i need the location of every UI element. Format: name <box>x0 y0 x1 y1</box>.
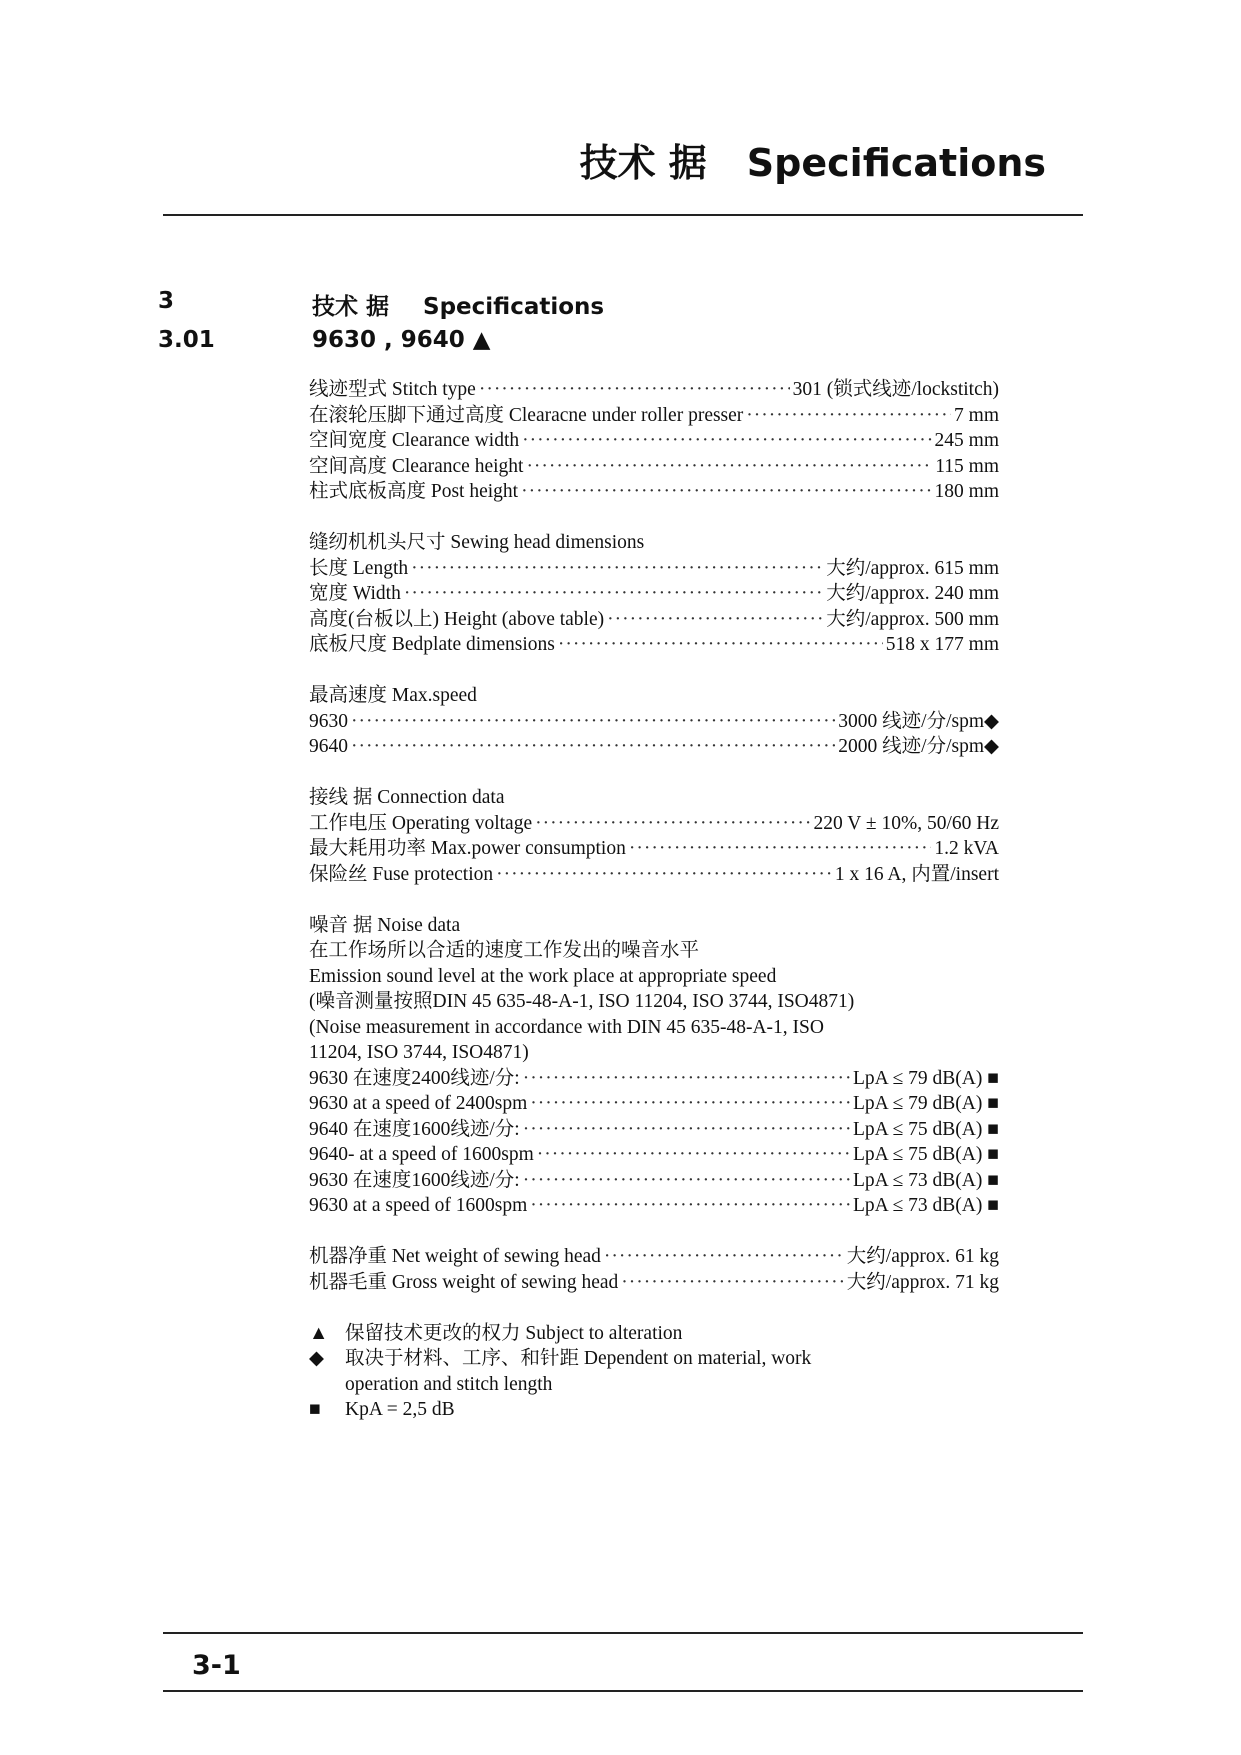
spec-value: 180 mm <box>934 481 999 502</box>
spec-label: 空间宽度 Clearance width <box>309 430 520 451</box>
section-title <box>312 288 604 321</box>
square-icon: ■ <box>309 1399 321 1420</box>
group-heading: 缝纫机机头尺寸 Sewing head dimensions <box>309 532 645 553</box>
max-speed-group <box>309 683 999 760</box>
spec-row <box>309 734 999 760</box>
diamond-icon: ◆ <box>309 1348 324 1369</box>
clearance-group <box>309 377 999 505</box>
spec-label: 底板尺度 Bedplate dimensions <box>309 634 555 655</box>
spec-row <box>309 1091 999 1117</box>
group-heading: 接线 据 Connection data <box>309 787 505 808</box>
spec-label: 9630 在速度1600线迹/分: <box>309 1169 520 1191</box>
leader-dots <box>523 1168 850 1194</box>
spec-label: 空间高度 Clearance height <box>309 455 524 477</box>
spec-label: 最大耗用功率 Max.power consumption <box>309 838 626 859</box>
head-dimensions-group <box>309 530 999 658</box>
header-title-zh: 技术 据 <box>579 141 707 185</box>
spec-row <box>309 556 999 582</box>
spec-label: 9630 at a speed of 1600spm <box>309 1195 528 1216</box>
spec-value: 大约/approx. 71 kg <box>846 1271 999 1293</box>
spec-label: 9640 <box>309 736 348 757</box>
spec-row <box>309 862 999 888</box>
leader-dots <box>621 1270 844 1296</box>
spec-value: 2000 线迹/分/spm◆ <box>838 736 999 757</box>
spec-value: 245 mm <box>934 430 999 451</box>
spec-label: 9630 在速度2400线迹/分: <box>309 1067 520 1089</box>
spec-row <box>309 709 999 735</box>
spec-row <box>309 1142 999 1168</box>
leader-dots <box>411 556 823 582</box>
spec-value: 518 x 177 mm <box>885 634 999 655</box>
spec-row <box>309 403 999 429</box>
leader-dots <box>523 1066 850 1092</box>
leader-dots <box>351 709 835 735</box>
spec-row <box>309 1244 999 1270</box>
leader-dots <box>521 479 931 505</box>
spec-value: LpA ≤ 79 dB(A) ■ <box>853 1093 999 1114</box>
noise-text-line: Emission sound level at the work place at appropriate speed <box>309 965 777 987</box>
leader-dots <box>479 377 790 403</box>
leader-dots <box>604 1244 844 1270</box>
spacer <box>309 505 999 531</box>
section-title-en: Specifications <box>423 294 605 320</box>
footer-rule-top <box>163 1632 1083 1634</box>
spec-row <box>309 1193 999 1219</box>
noise-text-line: 在工作场所以合适的速度工作发出的噪音水平 <box>309 940 700 961</box>
connection-group <box>309 785 999 887</box>
note-continuation: operation and stitch length <box>345 1373 553 1395</box>
spec-value: LpA ≤ 75 dB(A) ■ <box>853 1118 999 1140</box>
leader-dots <box>523 1117 850 1143</box>
notes <box>309 1321 999 1423</box>
spec-value: LpA ≤ 73 dB(A) ■ <box>853 1169 999 1191</box>
page-header-title <box>580 132 1046 187</box>
subsection-number: 3.01 <box>158 327 215 353</box>
spec-label: 9640- at a speed of 1600spm <box>309 1144 534 1165</box>
leader-dots <box>530 1193 850 1219</box>
spec-value: LpA ≤ 79 dB(A) ■ <box>853 1067 999 1089</box>
spec-label: 9640 在速度1600线迹/分: <box>309 1118 520 1140</box>
note-item <box>309 1397 999 1423</box>
spec-row <box>309 1117 999 1143</box>
header-rule <box>163 214 1083 216</box>
spec-label: 高度(台板以上) Height (above table) <box>309 608 605 630</box>
note-item <box>309 1346 999 1372</box>
noise-text-line: (噪音测量按照DIN 45 635-48-A-1, ISO 11204, ISO 3744, ISO4871) <box>309 991 855 1012</box>
spec-value: 大约/approx. 615 mm <box>826 557 999 579</box>
spec-value: 大约/approx. 500 mm <box>826 608 999 630</box>
spec-row <box>309 454 999 480</box>
noise-group <box>309 913 999 1219</box>
leader-dots <box>607 607 823 633</box>
spec-row <box>309 377 999 403</box>
spec-row <box>309 607 999 633</box>
spec-label: 9630 <box>309 710 348 732</box>
spec-label: 长度 Length <box>309 557 409 579</box>
spec-row <box>309 1168 999 1194</box>
leader-dots <box>404 581 823 607</box>
note-text: 取决于材料、工序、和针距 Dependent on material, work <box>345 1348 812 1369</box>
leader-dots <box>496 862 832 888</box>
spec-value: 1.2 kVA <box>934 838 999 859</box>
page-number: 3-1 <box>192 1650 241 1681</box>
header-title-en: Specifications <box>746 141 1046 185</box>
triangle-icon: ▲ <box>309 1322 329 1344</box>
leader-dots <box>746 403 951 429</box>
weight-group <box>309 1244 999 1295</box>
noise-text-line: (Noise measurement in accordance with DIN 45 635-48-A-1, ISO <box>309 1016 824 1038</box>
section-title-zh: 技术 据 <box>312 294 390 320</box>
section-number: 3 <box>158 288 175 314</box>
leader-dots <box>537 1142 850 1168</box>
leader-dots <box>530 1091 850 1117</box>
note-text: KpA = 2,5 dB <box>345 1399 455 1420</box>
spec-label: 在滚轮压脚下通过高度 Clearacne under roller presser <box>309 404 744 426</box>
group-heading: 噪音 据 Noise data <box>309 914 461 936</box>
spec-value: LpA ≤ 75 dB(A) ■ <box>853 1144 999 1165</box>
leader-dots <box>629 836 931 862</box>
spec-label: 9630 at a speed of 2400spm <box>309 1093 528 1114</box>
spec-row <box>309 811 999 837</box>
spec-value: 大约/approx. 61 kg <box>846 1246 999 1267</box>
spec-value: 3000 线迹/分/spm◆ <box>838 710 999 732</box>
spacer <box>309 760 999 786</box>
note-text: 保留技术更改的权力 Subject to alteration <box>345 1322 683 1344</box>
group-heading: 最高速度 Max.speed <box>309 685 477 706</box>
spacer <box>309 1219 999 1245</box>
spec-value: LpA ≤ 73 dB(A) ■ <box>853 1195 999 1216</box>
spec-label: 线迹型式 Stitch type <box>309 379 476 400</box>
spacer <box>309 1295 999 1321</box>
spec-label: 机器毛重 Gross weight of sewing head <box>309 1271 619 1293</box>
leader-dots <box>351 734 835 760</box>
spec-value: 301 (锁式线迹/lockstitch) <box>792 379 999 400</box>
spec-value: 220 V ± 10%, 50/60 Hz <box>813 812 999 834</box>
spec-label: 工作电压 Operating voltage <box>309 812 533 834</box>
spec-row <box>309 632 999 658</box>
spec-row <box>309 1066 999 1092</box>
spec-value: 1 x 16 A, 内置/insert <box>834 863 999 885</box>
spec-row <box>309 581 999 607</box>
spec-label: 柱式底板高度 Post height <box>309 481 519 502</box>
spec-row <box>309 1270 999 1296</box>
spec-row <box>309 479 999 505</box>
leader-dots <box>526 454 932 480</box>
spacer <box>309 887 999 913</box>
spec-value: 115 mm <box>935 455 999 477</box>
subsection-title: 9630 , 9640 ▲ <box>312 327 491 353</box>
spec-body <box>309 377 999 1423</box>
note-item <box>309 1321 999 1347</box>
footer-rule-bottom <box>163 1690 1083 1692</box>
spec-label: 机器净重 Net weight of sewing head <box>309 1246 601 1267</box>
leader-dots <box>535 811 810 837</box>
spec-value: 大约/approx. 240 mm <box>826 583 999 604</box>
spacer <box>309 658 999 684</box>
leader-dots <box>558 632 883 658</box>
spec-row <box>309 836 999 862</box>
spec-label: 宽度 Width <box>309 583 401 604</box>
leader-dots <box>522 428 931 454</box>
spec-row <box>309 428 999 454</box>
spec-label: 保险丝 Fuse protection <box>309 863 494 885</box>
spec-value: 7 mm <box>954 404 999 426</box>
noise-text-line: 11204, ISO 3744, ISO4871) <box>309 1042 529 1063</box>
